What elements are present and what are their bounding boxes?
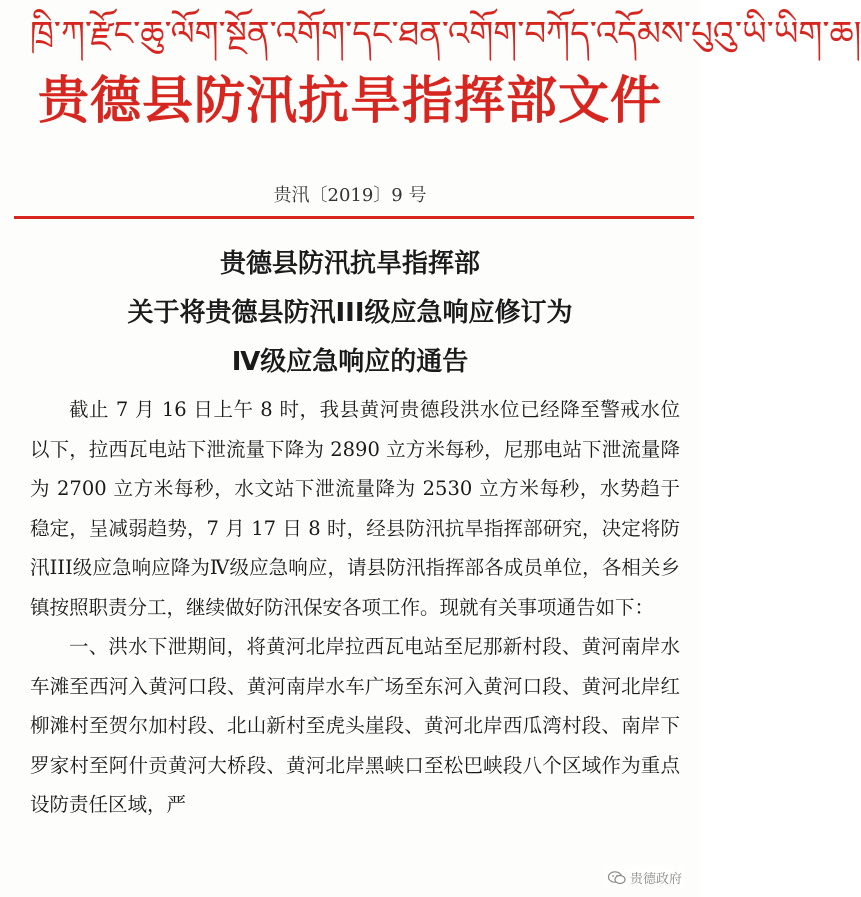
tibetan-header-title: ཁྲི་ཀ་རྫོང་ཆུ་ལོག་སྔོན་འགོག་དང་ཐན་འགོག་བཀོད་འདོམས་པུའུ་ཡི་ཡིག་ཆ།: [30, 14, 861, 54]
watermark: [604, 866, 686, 889]
document-number: 贵汛〔2019〕9 号: [273, 185, 427, 206]
notice-title: [0, 240, 700, 387]
document-header-title: 贵德县防汛抗旱指挥部文件: [37, 72, 662, 131]
notice-title-line-1: 贵德县防汛抗旱指挥部: [219, 249, 480, 279]
wechat-icon: [608, 871, 626, 885]
body-paragraph-2: 一、洪水下泄期间，将黄河北岸拉西瓦电站至尼那新村段、黄河南岸水车滩至西河入黄河口段、黄河南岸水车广场至东河入黄河口段、黄河北岸红柳滩村至贺尔加村段、北山新村至虎头崖段、黄河北岸西瓜湾村段、南岸下罗家村至阿什贡黄河大桥段、黄河北岸黑峡口至松巴峡段八个区域作为重点设防责任区域，严: [30, 635, 680, 816]
notice-body: [30, 390, 680, 825]
red-divider-line: [14, 216, 694, 219]
watermark-label: 贵德政府: [629, 872, 682, 887]
notice-title-line-2: 关于将贵德县防汛III级应急响应修订为: [127, 298, 573, 328]
body-paragraph-1: 截止 7 月 16 日上午 8 时，我县黄河贵德段洪水位已经降至警戒水位以下，拉西瓦电站下泄流量下降为 2890 立方米每秒，尼那电站下泄流量降为 2700 立方米每秒，水文站下泄流量降为 2530 立方米每秒，水势趋于稳定，呈减弱趋势，7 月 17 日 8 时，经县防汛抗旱指挥部研究，决定将防汛III级应急响应降为Ⅳ级应急响应，请县防汛指挥部各成员单位，各相关乡镇按照职责分工，继续做好防汛保安各项工作。现就有关事项通告如下：: [30, 398, 680, 619]
notice-title-line-3: Ⅳ级应急响应的通告: [231, 347, 469, 377]
